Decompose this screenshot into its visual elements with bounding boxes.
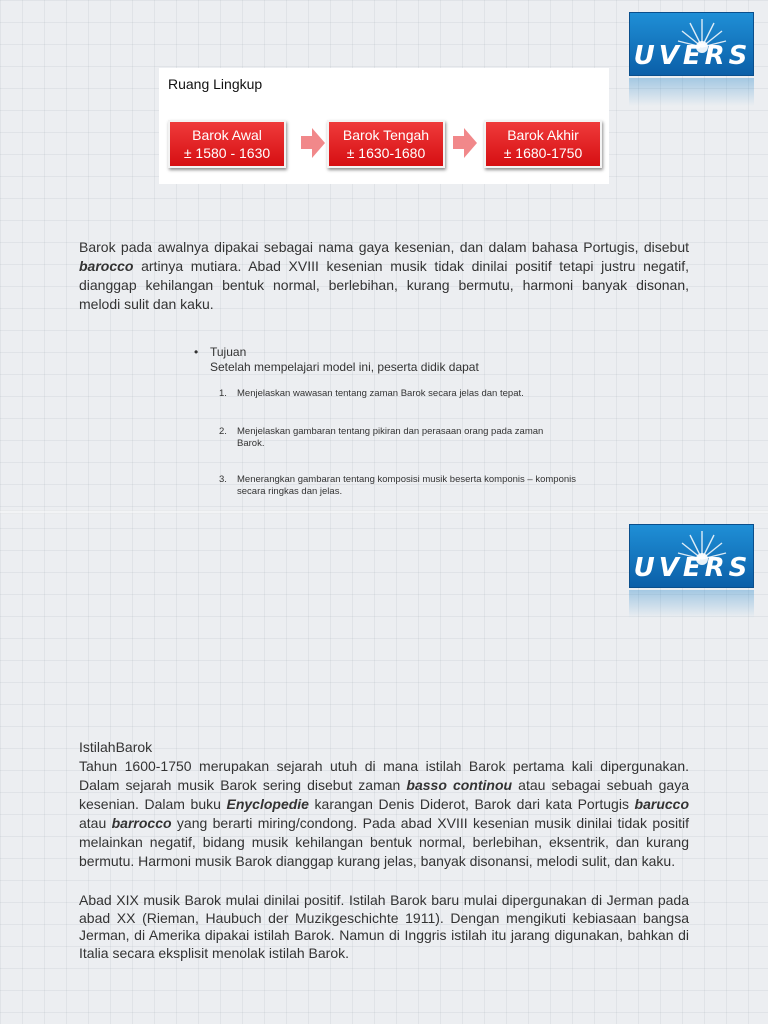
item-number: 2. [219, 426, 227, 437]
arrow-right-icon [453, 136, 464, 149]
text: karangan Denis Diderot, Barok dari kata Portugis [308, 796, 635, 812]
item-text: Menjelaskan wawasan tentang zaman Barok secara jelas dan tepat. [237, 388, 524, 399]
stage-range: ± 1680-1750 [503, 145, 583, 161]
text: Tahun 1600-1750 merupakan sejarah utuh di mana istilah Barok pertama kali dipergunakan. Dalam sejarah musik Barok sering disebut zaman [79, 758, 689, 793]
item-text: Menerangkan gambaran tentang komposisi musik beserta komponis – komponis secara ringkas dan jelas. [237, 474, 577, 497]
section-heading: IstilahBarok [79, 739, 153, 755]
logo-reflection [629, 590, 754, 618]
scope-diagram [159, 68, 609, 184]
stage-name: Barok Akhir [507, 127, 579, 143]
uvers-logo [629, 12, 754, 76]
uvers-logo [629, 524, 754, 588]
item-number: 1. [219, 388, 227, 399]
evaluation-paragraph: Abad XIX musik Barok mulai dinilai positif. Istilah Barok baru mulai dipergunakan di Jerman pada abad XX (Rieman, Haubuch der Muzikgeschichte 1911). Dengan mengikuti kebiasaan bangsa Jerman, di Amerika dipakai istilah Barok. Namun di Inggris istilah itu jarang digunakan, bahkan di Italia secara eksplisit menolak istilah Barok. [79, 892, 689, 961]
logo-text: UVERS [633, 553, 752, 583]
stage-box-early [168, 120, 286, 168]
history-paragraph [79, 757, 689, 871]
stage-box-middle [327, 120, 445, 168]
item-text: Menjelaskan gambaran tentang pikiran dan perasaan orang pada zaman Barok. [237, 426, 544, 449]
stage-name: Barok Tengah [342, 127, 430, 143]
stage-name: Barok Awal [192, 127, 262, 143]
stage-range: ± 1630-1680 [346, 145, 426, 161]
item-number: 3. [219, 474, 227, 485]
italic-term: barrocco [111, 815, 172, 831]
stage-box-late [484, 120, 602, 168]
text: atau sebagai sebuah gaya kesenian. Dalam buku [79, 777, 690, 812]
arrow-right-icon [301, 136, 312, 149]
diagram-title: Ruang Lingkup [168, 76, 263, 92]
bullet-icon: • [194, 345, 199, 359]
slide-2 [0, 512, 768, 1024]
italic-term: basso continou [406, 777, 513, 793]
text: Barok pada awalnya dipakai sebagai nama gaya kesenian, dan dalam bahasa Portugis, disebut [79, 239, 689, 255]
arrow-head-icon [312, 128, 325, 158]
italic-term: barucco [634, 796, 689, 812]
logo-text: UVERS [633, 41, 752, 71]
text: atau [79, 815, 112, 831]
text: yang berarti miring/condong. Pada abad XVIII kesenian musik dinilai tidak positif melainkan negatif, bidang musik kehilangan bentuk normal, berlebihan, eksentrik, dan kurang bermutu. Harmoni musik Barok dianggap kurang jelas, banyak disonansi, melodi sulit, dan kaku. [79, 815, 690, 869]
intro-paragraph [79, 238, 689, 314]
italic-term: Enyclopedie [226, 796, 309, 812]
arrow-head-icon [464, 128, 477, 158]
objectives-title: Tujuan [210, 345, 247, 359]
italic-term: barocco [79, 258, 134, 274]
text: artinya mutiara. Abad XVIII kesenian musik tidak dinilai positif tetapi justru negatif, dianggap kehilangan bentuk normal, berlebihan, kurang bermutu, harmoni banyak disonan, melodi sulit dan kaku. [79, 258, 689, 312]
logo-reflection [629, 78, 754, 106]
objectives-subtitle: Setelah mempelajari model ini, peserta didik dapat [210, 360, 479, 374]
stage-range: ± 1580 - 1630 [183, 145, 271, 161]
